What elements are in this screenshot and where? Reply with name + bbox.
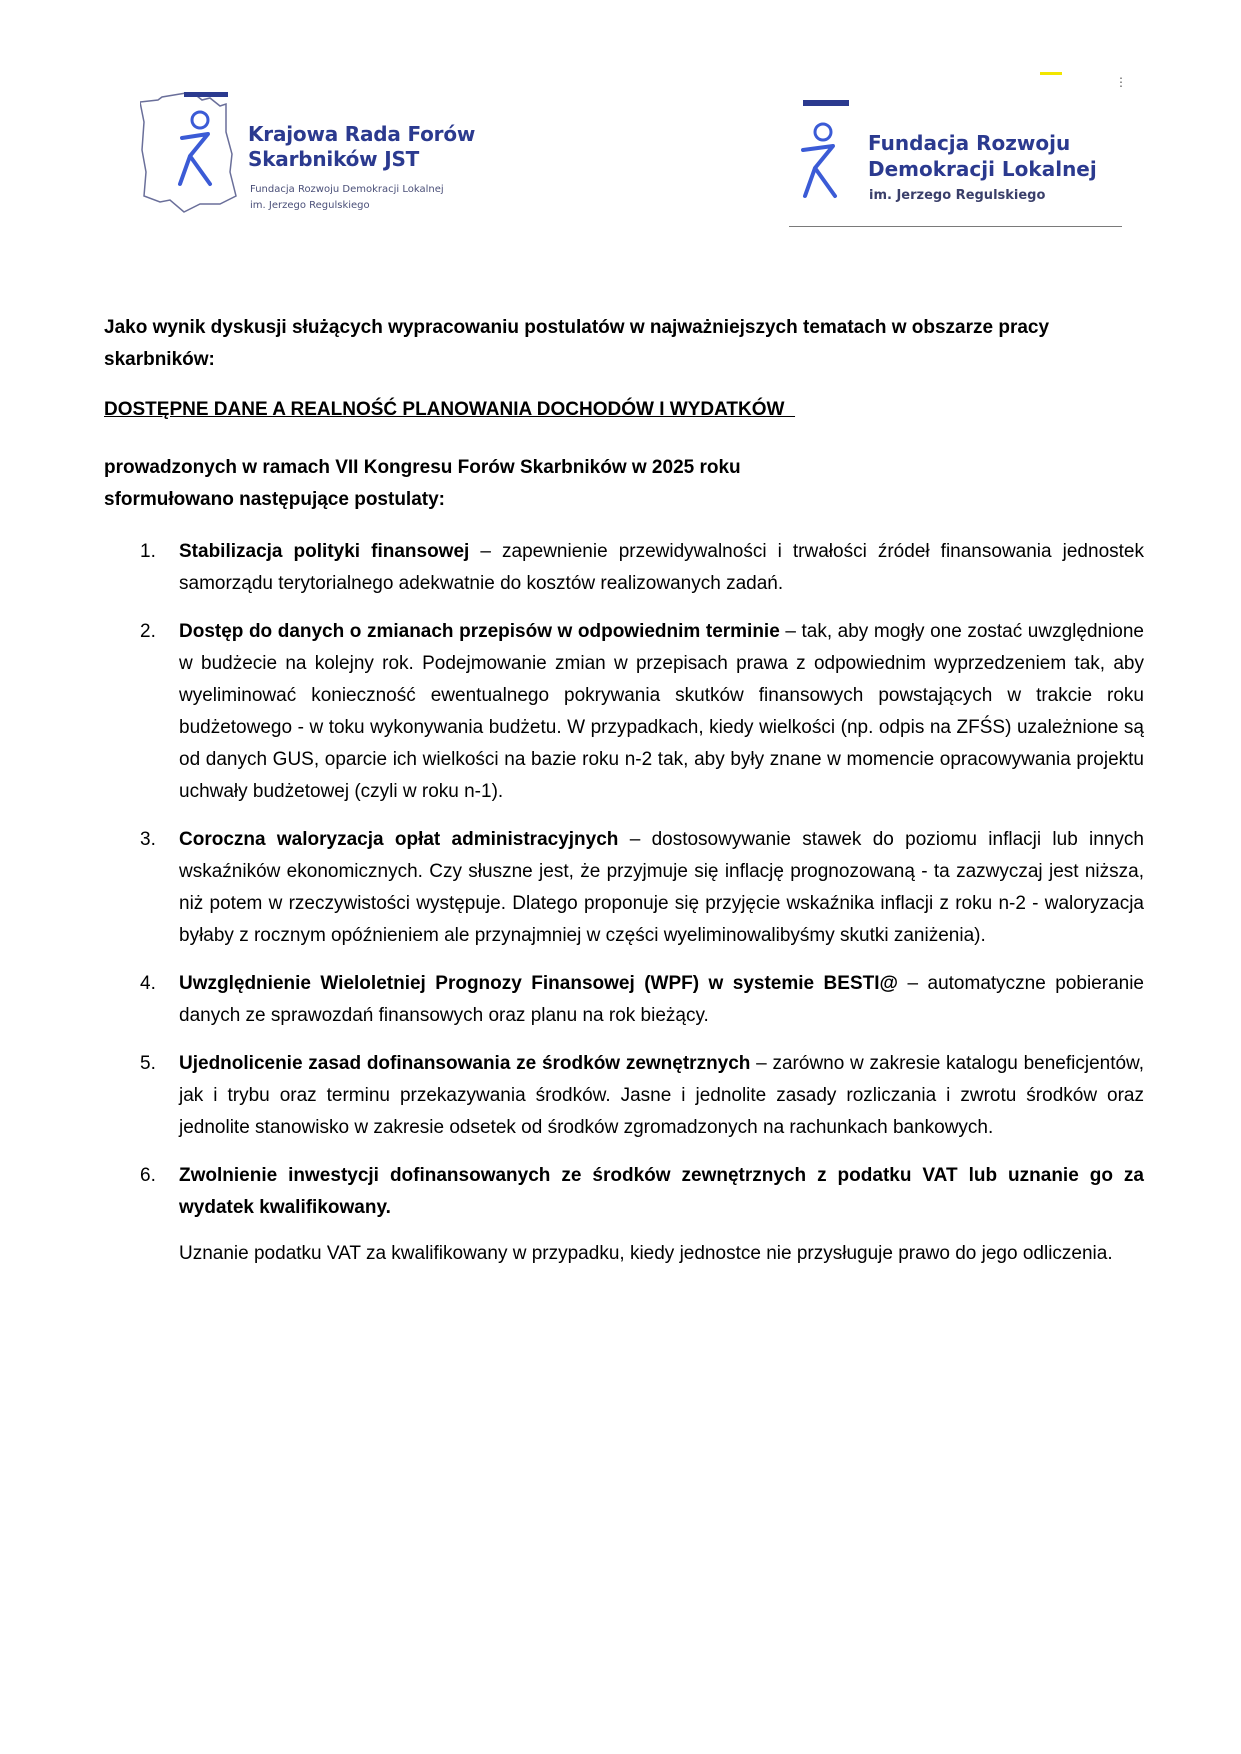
item-number: 4.	[140, 973, 156, 994]
krajowa-rada-title: Krajowa Rada Forów Skarbników JST	[248, 122, 476, 171]
dots-glyph: ⋮	[1115, 75, 1127, 89]
item-text: – zapewnienie przewidywalności i trwałości źródeł finansowania jednostek samorządu terytorialnego adekwatnie do kosztów realizowanych zadań.	[179, 541, 1144, 594]
item-number: 6.	[140, 1165, 156, 1186]
item-number: 1.	[140, 541, 156, 562]
list-item	[104, 824, 1144, 952]
item-text: – zarówno w zakresie katalogu beneficjentów, jak i trybu oraz terminu przekazywania środków. Jasne i jednolite zasady rozliczania i zwrotu środków oraz jednolite stanowisko w zakresie odsetek od środków zgromadzonych na rachunkach bankowych.	[179, 1053, 1145, 1138]
item-number: 3.	[140, 829, 156, 850]
item-lead: Zwolnienie inwestycji dofinansowanych ze środków zewnętrznych z podatku VAT lub uznanie go za wydatek kwalifikowany.	[179, 1165, 1144, 1218]
item-lead: Uwzględnienie Wieloletniej Prognozy Finansowej (WPF) w systemie BESTI@	[179, 973, 899, 994]
poland-map-icon	[140, 92, 260, 217]
postulates-list	[104, 536, 1144, 1270]
item-text: – automatyczne pobieranie danych ze sprawozdań finansowych oraz planu na rok bieżący.	[179, 973, 1144, 1026]
logo-divider	[789, 226, 1122, 227]
item-number: 5.	[140, 1053, 156, 1074]
item-lead: Coroczna waloryzacja opłat administracyjnych	[179, 829, 619, 850]
krajowa-rada-subtitle: Fundacja Rozwoju Demokracji Lokalnej im. Jerzego Regulskiego	[250, 184, 444, 211]
item-lead: Dostęp do danych o zmianach przepisów w odpowiednim terminie	[179, 621, 780, 642]
context-paragraph: prowadzonych w ramach VII Kongresu Forów Skarbników w 2025 roku sformułowano następujące postulaty:	[104, 457, 741, 510]
list-item	[104, 968, 1144, 1032]
krajowa-rada-logo	[140, 92, 480, 222]
yellow-accent	[1040, 72, 1062, 75]
list-item	[104, 616, 1144, 808]
topic-heading: DOSTĘPNE DANE A REALNOŚĆ PLANOWANIA DOCHODÓW I WYDATKÓW	[104, 399, 796, 420]
fundacja-subtitle: im. Jerzego Regulskiego	[869, 188, 1046, 203]
list-item	[104, 1048, 1144, 1144]
fundacja-figure-icon	[789, 72, 869, 212]
intro-paragraph: Jako wynik dyskusji służących wypracowaniu postulatów w najważniejszych tematach w obszarze pracy skarbników:	[104, 317, 1050, 370]
item-lead: Stabilizacja polityki finansowej	[179, 541, 470, 562]
list-item	[104, 536, 1144, 600]
fundacja-title: Fundacja Rozwoju Demokracji Lokalnej	[868, 131, 1097, 181]
item-lead: Ujednolicenie zasad dofinansowania ze środków zewnętrznych	[179, 1053, 751, 1074]
item-text: – tak, aby mogły one zostać uwzględnione w budżecie na kolejny rok. Podejmowanie zmian w przepisach prawa z odpowiednim wyprzedzeniem tak, aby wyeliminować konieczność ewentualnego pokrywania skutków finansowych powstających w trakcie roku budżetowego - w toku wykonywania budżetu. W przypadkach, kiedy wielkości (np. odpis na ZFŚS) uzależnione są od danych GUS, oparcie ich wielkości na bazie roku n-2 tak, aby były znane w momencie opracowywania projektu uchwały budżetowej (czyli w roku n-1).	[179, 621, 1145, 802]
item-followup-paragraph: Uznanie podatku VAT za kwalifikowany w przypadku, kiedy jednostce nie przysługuje prawo do jego odliczenia.	[179, 1243, 1113, 1264]
list-item	[104, 1160, 1144, 1224]
fundacja-logo	[789, 72, 1127, 232]
item-number: 2.	[140, 621, 156, 642]
item-text: – dostosowywanie stawek do poziomu inflacji lub innych wskaźników ekonomicznych. Czy słuszne jest, że przyjmuje się inflację prognozowaną - ta zazwyczaj jest niższa, niż potem w rzeczywistości występuje. Dlatego proponuje się przyjęcie wskaźnika inflacji z roku n-2 - waloryzacja byłaby z rocznym opóźnieniem ale przynajmniej w części wyeliminowalibyśmy skutki zaniżenia).	[179, 829, 1144, 946]
